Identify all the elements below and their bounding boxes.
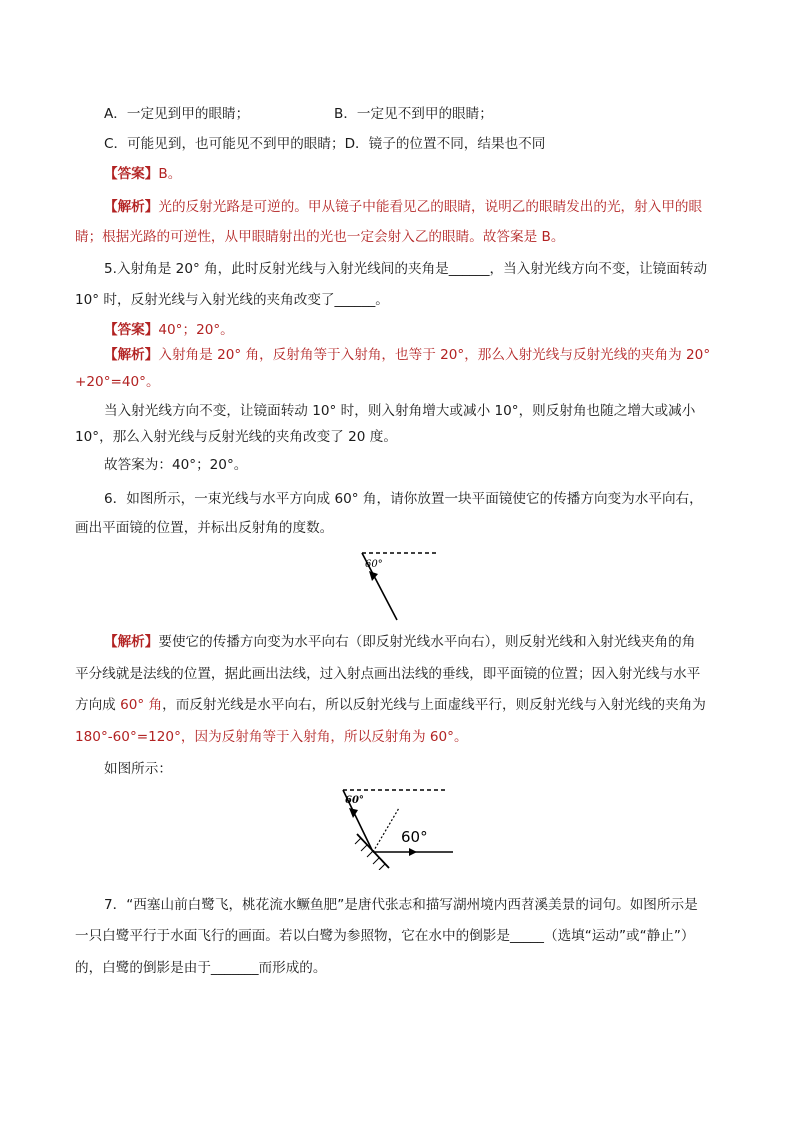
normal-line	[373, 808, 399, 852]
angle-label-incident: 60°	[345, 795, 364, 806]
analysis-text: 要使它的传播方向变为水平向右（即反射光线水平向右），则反射光线和入射光线夹角的角	[158, 634, 696, 650]
solution-figure	[335, 784, 460, 870]
q5-conclusion: 故答案为：40°；20°。	[104, 457, 248, 473]
angle-label: 60°	[365, 559, 383, 570]
incident-light-figure	[350, 544, 445, 624]
q5-analysis-line-3: 当入射光线方向不变，让镜面转动 10° 时，则入射角增大或减小 10°，则反射角也随之增大或减小	[104, 403, 696, 419]
q4-answer	[104, 164, 181, 184]
q7-stem-line-3: 的，白鹭的倒影是由于_______而形成的。	[75, 960, 327, 976]
q6-analysis-line-3	[75, 695, 706, 715]
answer-tag: 【答案】	[104, 166, 159, 182]
angle-label-reflection: 60°	[401, 828, 428, 846]
text-highlight: 60° 角	[120, 697, 163, 713]
analysis-text: 光的反射光路是可逆的。甲从镜子中能看见乙的眼睛，说明乙的眼睛发出的光，射入甲的眼	[158, 199, 703, 215]
option-a: A．一定见到甲的眼睛；	[104, 106, 250, 122]
q6-analysis-line-1	[104, 632, 695, 652]
analysis-tag: 【解析】	[104, 199, 159, 215]
q7-stem-line-1: 7．“西塞山前白鹭飞，桃花流水鳜鱼肥”是唐代张志和描写湖州境内西苕溪美景的词句。如图所示是	[104, 897, 698, 913]
text: ，而反射光线是水平向右，所以反射光线与上面虚线平行，则反射光线与入射光线的夹角为	[162, 697, 706, 713]
analysis-tag: 【解析】	[104, 634, 159, 650]
q5-analysis-line-1	[104, 345, 710, 365]
option-c-d: C．可能见到，也可能见不到甲的眼睛；D．镜子的位置不同，结果也不同	[104, 136, 546, 152]
mirror-hatching	[355, 838, 385, 870]
option-b: B．一定见不到甲的眼睛；	[334, 106, 493, 122]
q5-answer	[104, 320, 234, 340]
q5-stem-line-2: 10° 时，反射光线与入射光线的夹角改变了______。	[75, 292, 389, 308]
q5-stem-line-1: 5.入射角是 20° 角，此时反射光线与入射光线间的夹角是______，当入射光线方向不变，让镜面转动	[104, 261, 708, 277]
q4-analysis-line-1	[104, 197, 702, 217]
answer-value: 40°；20°。	[158, 322, 234, 338]
q6-stem-line-2: 画出平面镜的位置，并标出反射角的度数。	[75, 520, 334, 536]
answer-value: B。	[158, 166, 182, 182]
text: 方向成	[75, 697, 121, 713]
answer-tag: 【答案】	[104, 322, 159, 338]
figure-caption: 如图所示：	[104, 761, 172, 777]
q6-analysis-line-4: 180°-60°=120°，因为反射角等于入射角，所以反射角为 60°。	[75, 729, 468, 745]
q6-stem-line-1: 6．如图所示，一束光线与水平方向成 60° 角，请你放置一块平面镜使它的传播方向变为水平向右，	[104, 491, 703, 507]
arrow-head-icon	[409, 848, 417, 856]
q7-stem-line-2: 一只白鹭平行于水面飞行的画面。若以白鹭为参照物，它在水中的倒影是_____（选填“运动”或“静止”）	[75, 928, 695, 944]
q5-analysis-line-2: +20°=40°。	[75, 374, 160, 390]
analysis-text: 入射角是 20° 角，反射角等于入射角，也等于 20°，那么入射光线与反射光线的夹角为 20°	[158, 347, 711, 363]
q5-analysis-line-4: 10°，那么入射光线与反射光线的夹角改变了 20 度。	[75, 429, 397, 445]
q6-analysis-line-2: 平分线就是法线的位置，据此画出法线，过入射点画出法线的垂线，即平面镜的位置；因入射光线与水平	[75, 666, 701, 682]
q4-analysis-line-2: 睛；根据光路的可逆性，从甲眼睛射出的光也一定会射入乙的眼睛。故答案是 B。	[75, 229, 565, 245]
analysis-tag: 【解析】	[104, 347, 159, 363]
